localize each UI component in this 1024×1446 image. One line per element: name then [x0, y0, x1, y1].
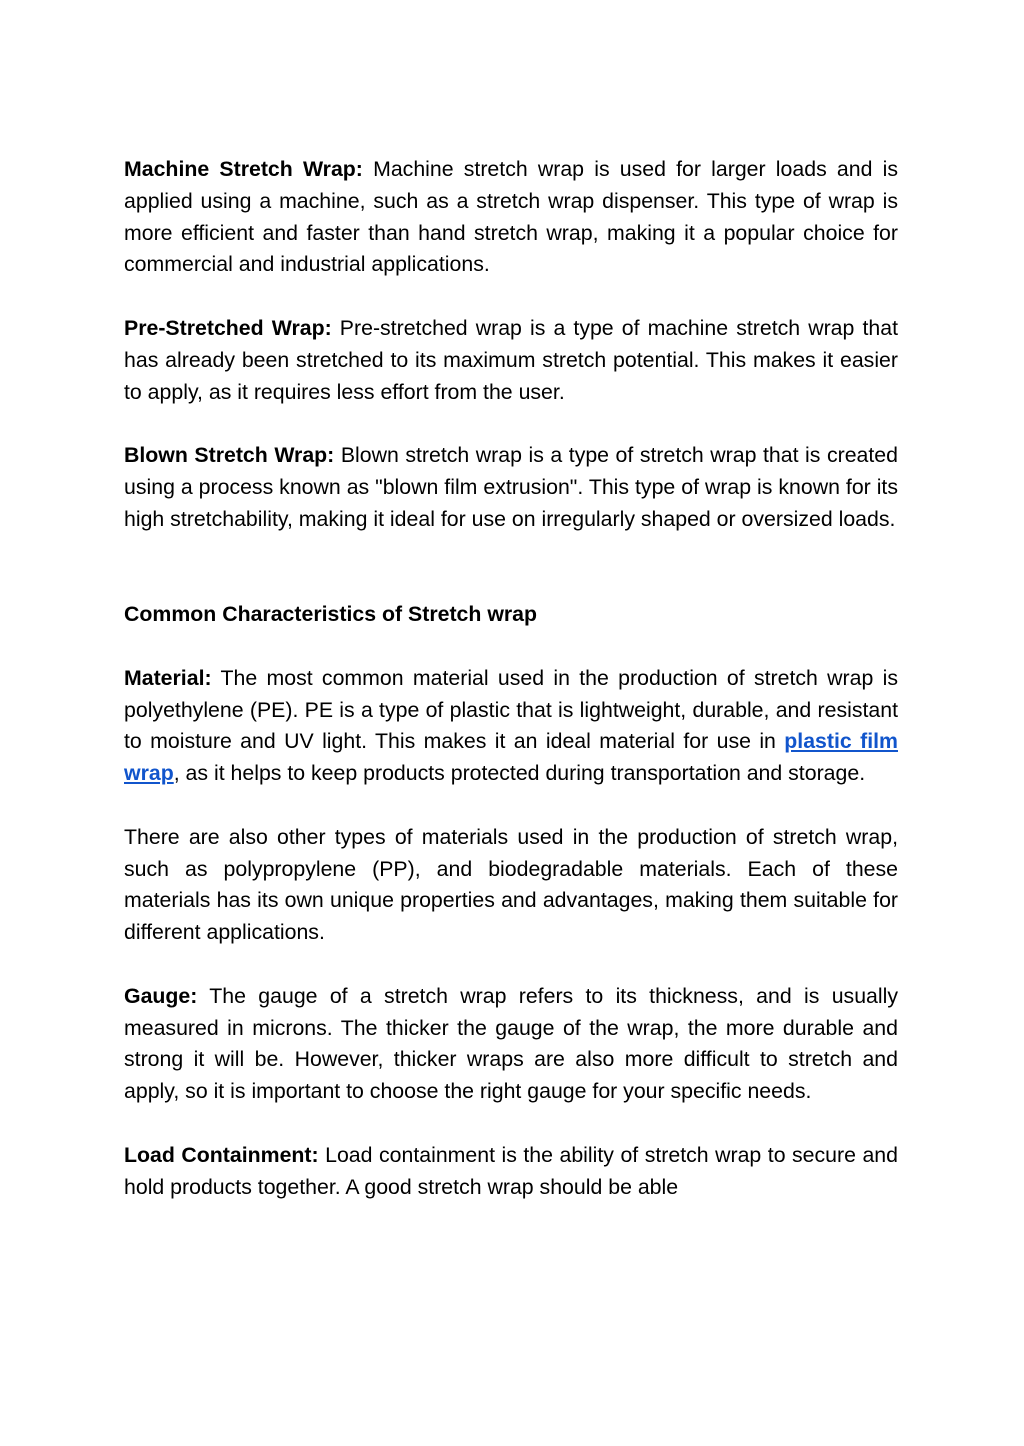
heading-blown-stretch-wrap: Blown Stretch Wrap: [124, 443, 335, 468]
body-gauge: The gauge of a stretch wrap refers to its thickness, and is usually measured in microns. The thicker the gauge of the wrap, the more durable and strong it will be. However, thicker wraps are also more difficult to stretch and apply, so it is important to choose the right gauge for your specific needs. [124, 983, 898, 1104]
paragraph-machine-stretch-wrap [124, 154, 898, 281]
body-material-after-link: , as it helps to keep products protected during transportation and storage. [173, 761, 866, 786]
body-pre-stretched-wrap: Pre-stretched wrap is a type of machine stretch wrap that has already been stretched to its maximum stretch potential. This makes it easier to apply, as it requires less effort from the user. [124, 315, 898, 404]
paragraph-gauge [124, 981, 898, 1108]
body-material-before-link: The most common material used in the production of stretch wrap is polyethylene (PE). PE is a type of plastic that is lightweight, durable, and resistant to moisture and UV light. This makes it an ideal material for use in [124, 665, 898, 754]
heading-pre-stretched-wrap: Pre-Stretched Wrap: [124, 315, 332, 340]
paragraph-load-containment [124, 1140, 898, 1204]
section-title-text: Common Characteristics of Stretch wrap [124, 602, 538, 627]
body-machine-stretch-wrap: Machine stretch wrap is used for larger loads and is applied using a machine, such as a stretch wrap dispenser. This type of wrap is more efficient and faster than hand stretch wrap, making it a popular choice for commercial and industrial applications. [124, 157, 898, 277]
body-blown-stretch-wrap: Blown stretch wrap is a type of stretch wrap that is created using a process known as "blown film extrusion". This type of wrap is known for its high stretchability, making it ideal for use on irregularly shaped or oversized loads. [124, 443, 898, 531]
body-load-containment: Load containment is the ability of stretch wrap to secure and hold products together. A good stretch wrap should be able [124, 1142, 898, 1199]
paragraph-blown-stretch-wrap [124, 440, 898, 535]
heading-material: Material: [124, 665, 212, 690]
paragraph-other-materials: There are also other types of materials used in the production of stretch wrap, such as polypropylene (PP), and biodegradable materials. Each of these materials has its own unique properties and advantages, making them suitable for different applications. [124, 824, 898, 945]
heading-load-containment: Load Containment: [124, 1142, 319, 1167]
paragraph-material [124, 663, 898, 790]
paragraph-pre-stretched-wrap [124, 313, 898, 408]
plastic-film-wrap-link[interactable]: plastic film wrap [124, 729, 898, 786]
heading-machine-stretch-wrap: Machine Stretch Wrap: [124, 157, 363, 181]
section-title [124, 599, 898, 631]
heading-gauge: Gauge: [124, 983, 198, 1008]
document-page [124, 154, 898, 1203]
